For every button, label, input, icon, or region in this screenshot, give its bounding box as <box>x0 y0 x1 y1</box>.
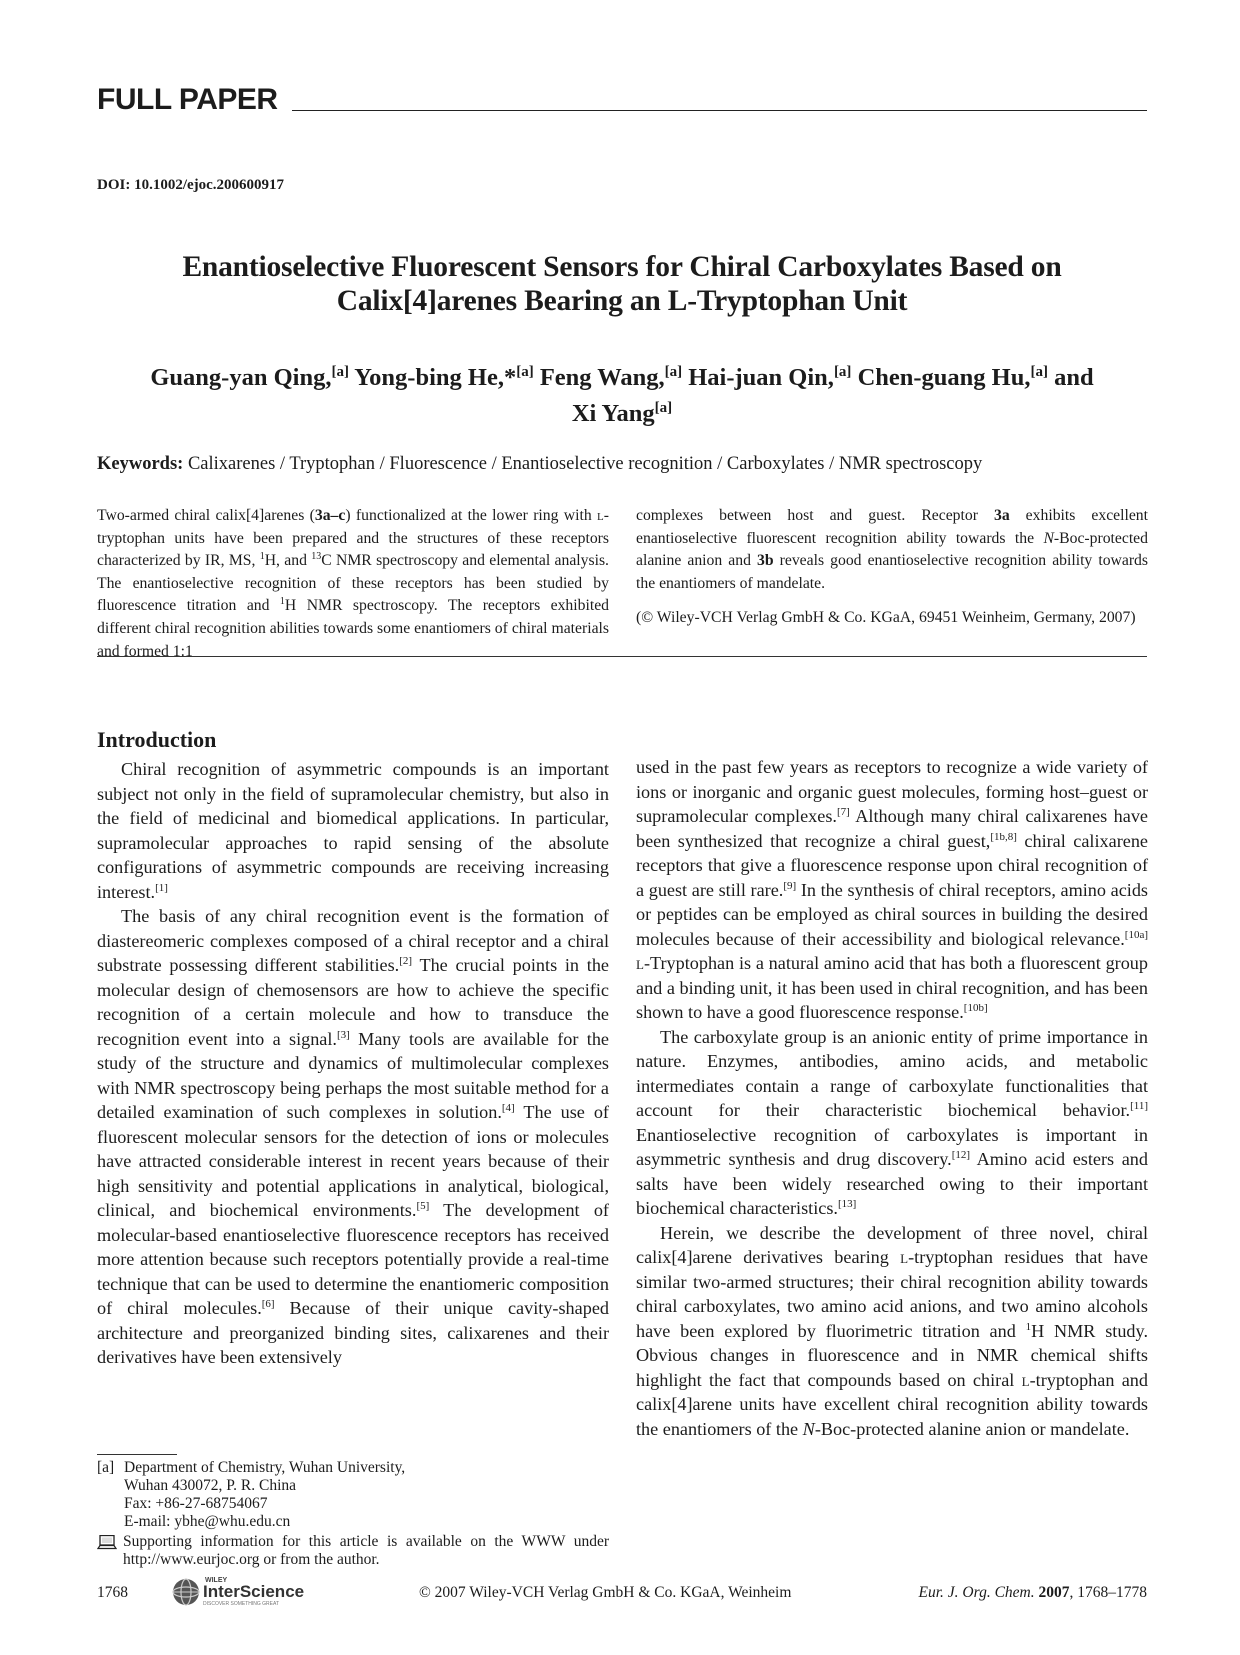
keywords-label: Keywords: <box>97 454 184 474</box>
abstract-text: Two-armed chiral calix[4]arenes (3a–c) functionalized at the lower ring with l-tryptophan units have been prepared and the structures of these receptors characterized by IR, MS, $^1$H, and $^{13}$C NMR spectroscopy and elemental analysis. The enantioselective recognition of these receptors has been studied by fluorescence titration and $^1$H NMR spectroscopy. The receptors exhibited different chiral recognition abilities towards some enantiomers of chiral materials and formed 1:1 <box>97 507 609 660</box>
header-rule <box>292 110 1147 111</box>
author-conjunction: and <box>1054 364 1094 392</box>
title-smallcaps: L <box>667 285 688 317</box>
abstract-copyright: (© Wiley-VCH Verlag GmbH & Co. KGaA, 69451 Weinheim, Germany, 2007) <box>636 609 1136 627</box>
page-footer <box>97 1574 1147 1608</box>
article-title <box>97 250 1147 318</box>
body-column-left <box>97 757 609 1370</box>
paragraph: Herein, we describe the development of three novel, chiral calix[4]arene derivatives bearing l-tryptophan residues that have similar two-armed structures; their chiral recognition ability towards chiral carboxylates, two amino acid anions, and two amino alcohols have been explored by fluorimetric titration and $^1$H NMR study. Obvious changes in fluorescence and in NMR chemical shifts highlight the fact that compounds based on chiral l-tryptophan and calix[4]arene units have excellent chiral recognition ability towards the enantiomers of the N-Boc-protected alanine anion or mandelate. <box>636 1222 1149 1439</box>
author: Chen-guang Hu,[a] <box>857 364 1048 392</box>
paragraph: Chiral recognition of asymmetric compounds is an important subject not only in the field of supramolecular chemistry, but also in the field of medicinal and biomedical applications. In particular, supramolecular approaches to rapid sensing of the absolute configurations of asymmetric compounds are receiving increasing interest.[1] <box>97 759 609 902</box>
author: Feng Wang,[a] <box>539 364 683 392</box>
author: Yong-bing He,*[a] <box>354 364 534 392</box>
logo-small-text: WILEY <box>205 1577 228 1584</box>
interscience-logo <box>167 1574 347 1608</box>
title-line-2 <box>97 284 1147 318</box>
affiliation-footnote <box>97 1459 609 1531</box>
page-number: 1768 <box>97 1584 128 1601</box>
supporting-info-footnote <box>97 1533 609 1569</box>
affiliation-line: Wuhan 430072, P. R. China <box>124 1477 297 1494</box>
footnote-rule <box>97 1454 177 1455</box>
keywords-list: Calixarenes / Tryptophan / Fluorescence / Enantioselective recognition / Carboxylates / NMR spectroscopy <box>187 454 983 474</box>
abstract-right <box>636 505 1148 630</box>
doi: DOI: 10.1002/ejoc.200600917 <box>97 177 285 193</box>
keywords <box>97 453 982 475</box>
author: Hai-juan Qin,[a] <box>688 364 852 392</box>
logo-main-text: InterScience <box>203 1582 305 1601</box>
abstract-rule <box>97 656 1147 657</box>
body-column-right <box>636 755 1148 1441</box>
affiliation-line: E-mail: ybhe@whu.edu.cn <box>124 1513 291 1530</box>
abstract-text: complexes between host and guest. Receptor 3a exhibits excellent enantioselective fluorescent recognition ability towards the N-Boc-protected alanine anion and 3b reveals good enantioselective recognition ability towards the enantiomers of mandelate. <box>636 507 1149 592</box>
affiliation-line: Fax: +86-27-68754067 <box>124 1495 268 1512</box>
computer-icon <box>97 1535 117 1549</box>
paragraph: The carboxylate group is an anionic entity of prime importance in nature. Enzymes, antibodies, amino acids, and metabolic intermediates contain a range of carboxylate functionalities that account for their characteristic biochemical behavior.[11] Enantioselective recognition of carboxylates is important in asymmetric synthesis and drug discovery.[12] Amino acid esters and salts have been widely researched owing to their important biochemical characteristics.[13] <box>636 1026 1148 1218</box>
footnote-mark: [a] <box>97 1459 115 1476</box>
journal-citation: Eur. J. Org. Chem. 2007, 1768–1778 <box>918 1584 1147 1601</box>
supporting-info-text: Supporting information for this article is available on the WWW under http://www.eurjoc.org or from the author. <box>123 1533 609 1568</box>
author-list <box>97 357 1147 429</box>
globe-icon <box>173 1579 199 1605</box>
running-header <box>97 82 1147 118</box>
section-heading-introduction: Introduction <box>97 727 217 752</box>
paragraph: The basis of any chiral recognition event is the formation of diastereomeric complexes composed of a chiral receptor and a chiral substrate possessing different stabilities.[2] The crucial points in the molecular design of chemosensors are how to achieve the specific recognition of a certain molecule and how to transduce the recognition event into a signal.[3] Many tools are available for the study of the structure and dynamics of multimolecular complexes with NMR spectroscopy being perhaps the most suitable method for a detailed examination of such complexes in solution.[4] The use of fluorescent molecular sensors for the detection of ions or molecules have attracted considerable interest in recent years because of their high sensitivity and potential applications in analytical, biological, clinical, and biochemical environments.[5] The development of molecular-based enantioselective fluorescence receptors has received more attention because such receptors potentially provide a real-time technique that can be used to determine the enantiomeric composition of chiral molecules.[6] Because of their unique cavity-shaped architecture and preorganized binding sites, calixarenes and their derivatives have been extensively <box>97 906 609 1367</box>
author-line-1 <box>97 357 1147 393</box>
footnotes <box>97 1459 609 1569</box>
author: Guang-yan Qing,[a] <box>150 364 349 392</box>
affiliation-line: Department of Chemistry, Wuhan University, <box>124 1459 406 1476</box>
title-part: Calix[4]arenes Bearing an <box>336 285 668 317</box>
citation-ref: [1] <box>155 881 168 894</box>
logo-tagline: DISCOVER SOMETHING GREAT <box>203 1601 280 1607</box>
abstract-left <box>97 505 609 663</box>
paragraph: used in the past few years as receptors to recognize a wide variety of ions or inorganic and organic guest molecules, forming host–guest or supramolecular complexes.[7] Although many chiral calixarenes have been synthesized that recognize a chiral guest,[1b,8] chiral calixarene receptors that give a fluorescence response upon chiral recognition of a guest are still rare.[9] In the synthesis of chiral receptors, amino acids or peptides can be employed as chiral sources in building the desired molecules because of their accessibility and biological relevance.[10a] l-Tryptophan is a natural amino acid that has both a fluorescent group and a binding unit, it has been used in chiral recognition, and has been shown to have a good fluorescence response.[10b] <box>636 757 1149 1022</box>
section-label: FULL PAPER <box>97 83 278 116</box>
title-part: -Tryptophan Unit <box>687 285 908 317</box>
footer-copyright: © 2007 Wiley-VCH Verlag GmbH & Co. KGaA, Weinheim <box>419 1584 792 1601</box>
author: Xi Yang[a] <box>571 400 673 428</box>
author-line-2 <box>97 393 1147 429</box>
title-line-1: Enantioselective Fluorescent Sensors for Chiral Carboxylates Based on <box>182 251 1062 283</box>
